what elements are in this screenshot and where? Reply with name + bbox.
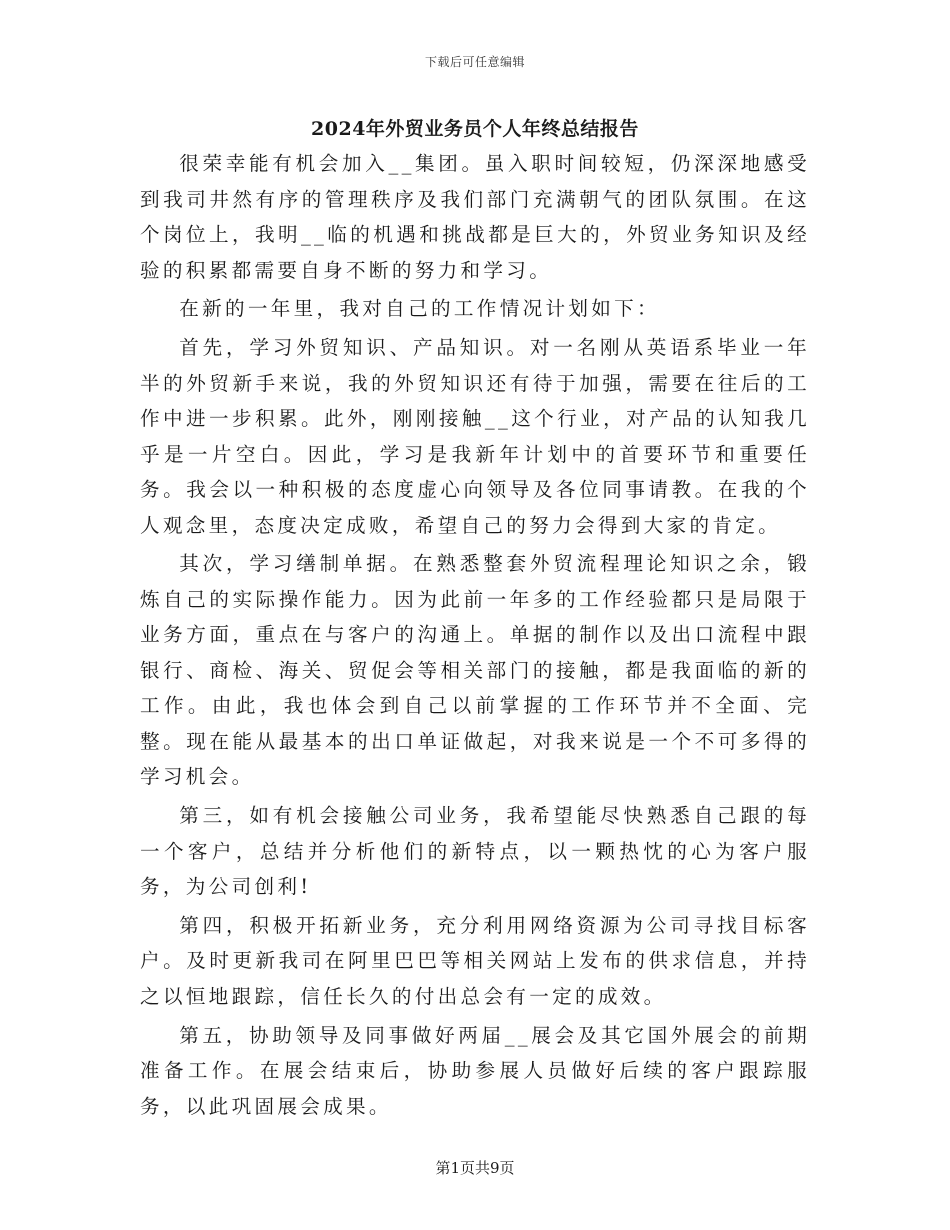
page-number: 第1页共9页 (435, 1159, 515, 1177)
paragraph-intro: 很荣幸能有机会加入__集团。虽入职时间较短，仍深深地感受到我司井然有序的管理秩序及我们部门充满朝气的团队氛围。在这个岗位上，我明__临的机遇和挑战都是巨大的，外贸业务知识及经验的积累都需要自身不断的努力和学习。 (140, 152, 810, 282)
paragraph-fourth: 第四，积极开拓新业务，充分利用网络资源为公司寻找目标客户。及时更新我司在阿里巴巴等相关网站上发布的供求信息，并持之以恒地跟踪，信任长久的付出总会有一定的成效。 (140, 913, 810, 1008)
paragraph-first: 首先，学习外贸知识、产品知识。对一名刚从英语系毕业一年半的外贸新手来说，我的外贸知识还有待于加强，需要在往后的工作中进一步积累。此外，刚刚接触__这个行业，对产品的认知我几乎是一片空白。因此，学习是我新年计划中的首要环节和重要任务。我会以一种积极的态度虚心向领导及各位同事请教。在我的个人观念里，态度决定成败，希望自己的努力会得到大家的肯定。 (140, 336, 810, 537)
document-body (140, 146, 810, 1128)
document-title: 2024年外贸业务员个人年终总结报告 (311, 118, 639, 140)
page-header-note: 下载后可任意编辑 (424, 55, 525, 69)
paragraph-plan-lead: 在新的一年里，我对自己的工作情况计划如下： (179, 297, 660, 321)
paragraph-third: 第三，如有机会接触公司业务，我希望能尽快熟悉自己跟的每一个客户，总结并分析他们的新特点，以一颗热忱的心为客户服务，为公司创利! (140, 804, 810, 899)
paragraph-second: 其次，学习缮制单据。在熟悉整套外贸流程理论知识之余，锻炼自己的实际操作能力。因为此前一年多的工作经验都只是局限于业务方面，重点在与客户的沟通上。单据的制作以及出口流程中跟银行、商检、海关、贸促会等相关部门的接触，都是我面临的新的工作。由此，我也体会到自己以前掌握的工作环节并不全面、完整。现在能从最基本的出口单证做起，对我来说是一个不可多得的学习机会。 (140, 552, 810, 789)
paragraph-fifth: 第五，协助领导及同事做好两届__展会及其它国外展会的前期准备工作。在展会结束后，协助参展人员做好后续的客户跟踪服务，以此巩固展会成果。 (140, 1023, 810, 1118)
